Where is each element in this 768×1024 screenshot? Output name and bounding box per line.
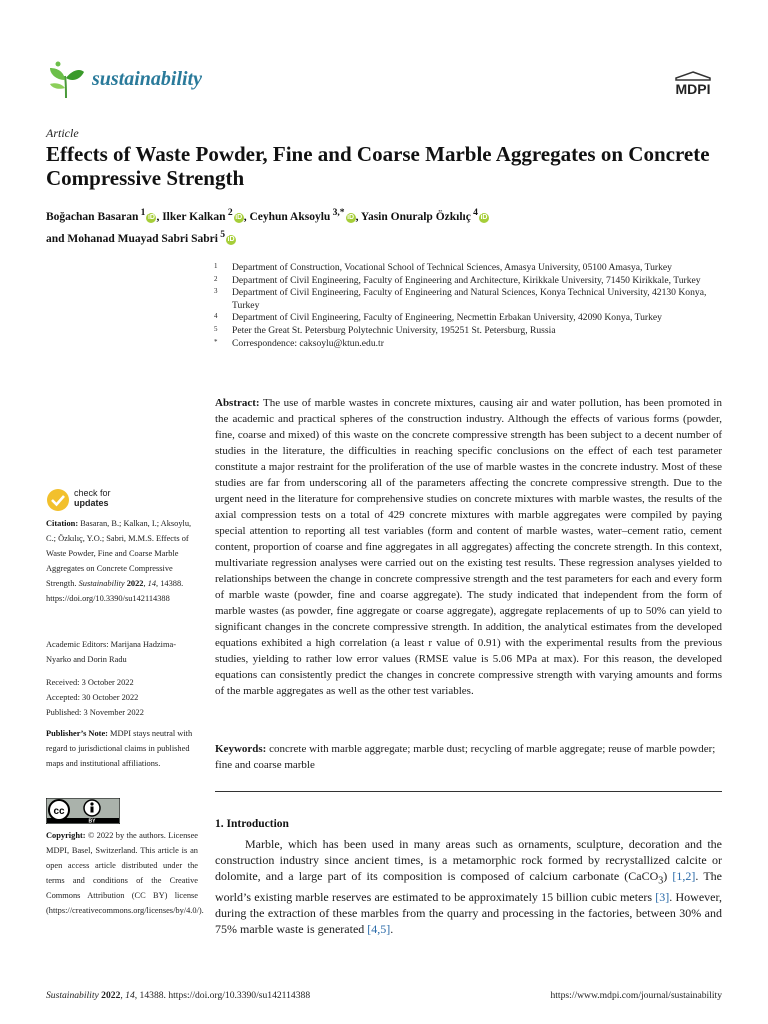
author-name: Yasin Onuralp Özkılıç (360, 210, 471, 223)
publisher-note: Publisher’s Note: MDPI stays neutral with regard to jurisdictional claims in published maps and institutional affiliations. (46, 729, 193, 768)
orcid-icon[interactable]: iD (235, 213, 243, 221)
affiliation-item: 4 Department of Civil Engineering, Faculty of Engineering, Necmettin Erbakan University, 42090 Konya, Turkey (214, 312, 662, 324)
affiliation-item: 3 Department of Civil Engineering, Faculty of Engineering and Natural Sciences, Konya Technical University, 42130 Konya, Turkey (214, 287, 707, 311)
orcid-icon[interactable]: iD (480, 213, 488, 221)
footer-journal-url[interactable]: https://www.mdpi.com/journal/sustainability (550, 990, 722, 1001)
mdpi-logo-text: MDPI (675, 81, 711, 97)
author-affil: 4 (473, 207, 478, 218)
correspondence: * Correspondence: caksoylu@ktun.edu.tr (214, 337, 384, 349)
citation-link[interactable]: [3] (655, 890, 670, 905)
author-name: Ilker Kalkan (162, 210, 226, 223)
journal-name: sustainability (92, 68, 203, 90)
affiliation-item: 2 Department of Civil Engineering, Faculty of Engineering and Architecture, Kirikkale University, 71450 Kirikkale, Turkey (214, 274, 701, 286)
received-date: Received: 3 October 2022 (46, 678, 134, 687)
affiliation-item: 1 Department of Construction, Vocational School of Technical Sciences, Amasya University, 05100 Amasya, Turkey (214, 262, 672, 273)
author-affil: 1 (140, 207, 146, 218)
author-name: Ceyhun Aksoylu (249, 210, 331, 223)
mdpi-logo-icon (666, 70, 720, 100)
article-type: Article (46, 126, 79, 140)
citation-block: Citation: Basaran, B.; Kalkan, I.; Aksoylu, C.; Özkılıç, Y.O.; Sabri, M.M.S. Effects of Waste Powder, Fine and Coarse Marble Aggregates on Concrete Compressive Strength. Sustainability 2022, 14, 14388. https://doi.org/10.3390/su142114388 (46, 519, 192, 603)
cc-by-license-badge[interactable] (46, 798, 120, 824)
keywords (215, 741, 722, 773)
citation-link[interactable]: [1,2] (672, 869, 696, 883)
orcid-icon[interactable]: iD (147, 213, 155, 221)
orcid-icon[interactable]: iD (227, 235, 235, 243)
author-name: Boğachan Basaran (46, 210, 139, 223)
introduction-paragraph: Marble, which has been used in many areas such as ornaments, sculpture, decoration and the construction industry since ancient times, is a metamorphic rock formed by recrystallized calcite or dolomite, and a large part of its composition is composed of calcium carbonate (CaCO$_3$) [1,2]. The world’s existing marble reserves are estimated to be approximately 15 billion cubic meters [3]. However, during the extraction of these marbles from the quarry and processing in the factories, between 30% and 75% marble waste is generated [4,5]. (215, 837, 722, 937)
section-heading: 1. Introduction (215, 818, 289, 830)
updates-text: updates (74, 498, 109, 508)
citation-link[interactable]: [4,5] (367, 922, 391, 937)
abstract-text: The use of marble wastes in concrete mixtures, causing air and water pollution, has been promoted in the academic and practical spheres of the construction industry. Although the effects of various forms (powder, fine, coarse and mixed) of this waste on the concrete compressive strength has been subject to a decent number of studies in the literature, the difficulties in reaching specific conclusions on the effect of each test parameter constitute a major restraint for the proliferation of the use of marble wastes in the concrete industry. Most of these studies are far from underscoring all of the parameters affecting the concrete compressive strength. Due to the urgent need in the literature for comprehensive studies on concrete mixtures with marble wastes, the results of the axial compression tests on a total of 429 concrete mixtures with marble aggregates were compiled by paying special attention to reporting all test variables (form and content of marble wastes, water–cement ratio, cement content, proportion of coarse and fine aggregates in all aggregates) affecting the concrete strength. In this context, multivariate regression analyses were carried out on the existing test results. These regression analyses yielded to relationships between the change in concrete compressive strength and the test parameters for each and every form of marble waste (powder, fine and coarse aggregate). The study indicated that independent from the form of marble wastes (as powder, fine aggregate or coarse aggregate), aggregate replacements of up to 50% can yield to significant changes in the concrete compressive strength. In addition, the analytical estimates from the developed equations exhibited a high correlation (a least r value of 0.91) with the experimental results from the previous studies, yielding to rather low error values (RMSE value is 5.06 MPa at max). For this reason, the developed equations can consistently predict the changes in concrete compressive strength with varying amounts and forms of the marble aggregates as well as the other test variables. (215, 397, 722, 697)
author-list: Boğachan Basaran $^1$ iD , Ilker Kalkan $^2$ iD , Ceyhun Aksoylu $^{3,*}$ iD , Yasin Onuralp Özkılıç $^4$ iD and Mohanad Muayad Sabri Sabri $^5$ iD (46, 207, 488, 245)
academic-editors: Academic Editors: Marijana Hadzima-Nyarko and Dorin Radu (46, 640, 176, 664)
footer-citation: Sustainability 2022, 14, 14388. https://doi.org/10.3390/su142114388 (46, 990, 311, 1001)
abstract (215, 395, 722, 699)
affiliations (214, 262, 726, 350)
check-for-updates-button[interactable] (46, 487, 126, 513)
orcid-icon[interactable]: iD (347, 213, 355, 221)
author-affil: 3,* (332, 207, 345, 218)
accepted-date: Accepted: 30 October 2022 (46, 693, 139, 702)
svg-text:BY: BY (88, 818, 96, 824)
affiliation-item: 5 Peter the Great St. Petersburg Polytechnic University, 195251 St. Petersburg, Russia (214, 324, 556, 336)
keywords-label: Keywords: (215, 743, 267, 755)
sustainability-logo-icon (46, 60, 86, 100)
published-date: Published: 3 November 2022 (46, 708, 144, 717)
copyright-block: Copyright: © 2022 by the authors. Licensee MDPI, Basel, Switzerland. This article is an open access article distributed under the terms and conditions of the Creative Commons Attribution (CC BY) license (https://creativecommons.org/licenses/by/4.0/). (46, 831, 204, 915)
dates-block (46, 675, 198, 720)
cc-by-icon (46, 798, 120, 824)
section-divider (215, 791, 722, 792)
abstract-label: Abstract: (215, 397, 260, 409)
check-for-text: check for (74, 488, 111, 498)
paper-title: Effects of Waste Powder, Fine and Coarse Marble Aggregates on Concrete Compressive Strength (46, 142, 710, 190)
svg-text:cc: cc (53, 806, 65, 817)
keywords-text: concrete with marble aggregate; marble dust; recycling of marble aggregate; reuse of marble powder; fine and coarse marble (215, 743, 716, 771)
author-name: Mohanad Muayad Sabri Sabri (67, 232, 218, 245)
author-affil: 2 (227, 207, 233, 218)
check-for-updates-icon (46, 488, 70, 512)
author-affil: 5 (220, 228, 226, 240)
